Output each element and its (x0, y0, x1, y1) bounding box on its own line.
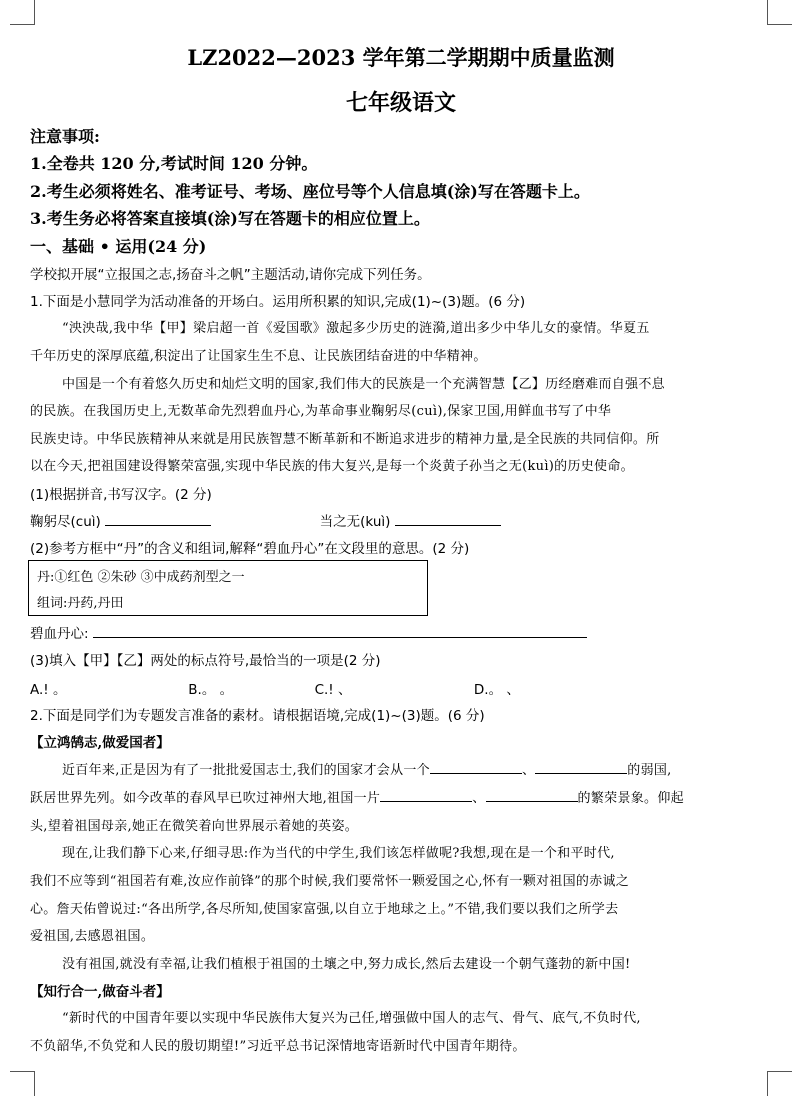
answer-blank[interactable] (380, 787, 472, 802)
question-2-stem: 2.下面是同学们为专题发言准备的素材。请根据语境,完成(1)~(3)题。(6 分) (30, 708, 485, 724)
sub-question-1: (1)根据拼音,书写汉字。(2 分) (30, 487, 212, 503)
answer-blank[interactable] (93, 623, 587, 638)
fill-label-a: 鞠躬尽(cuì) (30, 514, 101, 530)
exam-subtitle: 七年级语文 (345, 90, 456, 116)
material-line: 近百年来,正是因为有了一批批爱国志士,我们的国家才会从一个 、 的弱国, (62, 759, 772, 778)
material-line: 跃居世界先列。如今改革的春风早已吹过神州大地,祖国一片 、 的繁荣景象。仰起 (30, 787, 772, 806)
passage-line: 千年历史的深厚底蕴,积淀出了让国家生生不息、让民族团结奋进的中华精神。 (30, 349, 487, 364)
material-line: 没有祖国,就没有幸福,让我们植根于祖国的土壤之中,努力成长,然后去建设一个朝气蓬勃的新中国! (62, 957, 631, 972)
material-line: 心。詹天佑曾说过:“各出所学,各尽所知,使国家富强,以自立于地球之上。”不错,我们要以我们之所学去 (30, 902, 619, 917)
passage-line: 以在今天,把祖国建设得繁荣富强,实现中华民族的伟大复兴,是每一个炎黄子孙当之无(kuì)的历史使命。 (30, 459, 634, 474)
material-line: 现在,让我们静下心来,仔细寻思:作为当代的中学生,我们该怎样做呢?我想,现在是一个和平时代, (62, 846, 615, 861)
definition-line: 丹:①红色 ②朱砂 ③中成药剂型之一 (37, 570, 245, 585)
material-line: 爱祖国,去感恩祖国。 (30, 929, 155, 944)
notice-item: 1.全卷共 120 分,考试时间 120 分钟。 (30, 154, 318, 173)
crop-mark-bottom-left (10, 1071, 35, 1096)
definition-box (28, 560, 428, 616)
answer-blank[interactable] (486, 787, 578, 802)
answer-blank[interactable] (535, 759, 627, 774)
sub-question-2: (2)参考方框中“丹”的含义和组词,解释“碧血丹心”在文段里的意思。(2 分) (30, 541, 470, 557)
answer-blank[interactable] (105, 511, 211, 526)
fill-label-b: 当之无(kuì) (319, 514, 391, 530)
notice-item: 2.考生必须将姓名、准考证号、考场、座位号等个人信息填(涂)写在答题卡上。 (30, 182, 590, 201)
material-line: 我们不应等到“祖国若有难,汝应作前锋”的那个时候,我们要常怀一颗爱国之心,怀有一颗对祖国的赤诚之 (30, 874, 630, 889)
passage-line: 的民族。在我国历史上,无数革命先烈碧血丹心,为革命事业鞠躬尽(cuì),保家卫国,用鲜血书写了中华 (30, 404, 612, 419)
passage-line: 中国是一个有着悠久历史和灿烂文明的国家,我们伟大的民族是一个充满智慧【乙】历经磨难而自强不息 (62, 377, 665, 392)
material-line: 头,望着祖国母亲,她正在微笑着向世界展示着她的英姿。 (30, 819, 359, 834)
answer-blank[interactable] (430, 759, 522, 774)
exam-title: LZ2022—2023 学年第二学期期中质量监测 (187, 45, 615, 70)
notice-heading: 注意事项: (30, 127, 100, 146)
crop-mark-top-left (10, 0, 35, 25)
block-title: 【知行合一,做奋斗者】 (30, 984, 170, 1000)
section-heading: 一、基础 • 运用(24 分) (30, 237, 207, 256)
option-a[interactable]: A.! 。 (30, 682, 67, 698)
fill-row (30, 510, 772, 530)
option-d[interactable]: D.。 、 (473, 682, 520, 698)
option-c[interactable]: C.! 、 (314, 682, 352, 698)
definition-line: 组词:丹药,丹田 (37, 596, 124, 611)
block-title: 【立鸿鹄志,做爱国者】 (30, 735, 170, 751)
passage-line: 民族史诗。中华民族精神从来就是用民族智慧不断革新和不断追求进步的精神力量,是全民族的共同信仰。所 (30, 432, 660, 447)
material-line: 不负韶华,不负党和人民的殷切期望!”习近平总书记深情地寄语新时代中国青年期待。 (30, 1039, 526, 1054)
answer-blank[interactable] (395, 511, 501, 526)
notice-item: 3.考生务必将答案直接填(涂)写在答题卡的相应位置上。 (30, 209, 430, 228)
crop-mark-top-right (767, 0, 792, 25)
passage-line: “泱泱哉,我中华【甲】梁启超一首《爱国歌》激起多少历史的涟漪,道出多少中华儿女的豪情。华夏五 (62, 321, 650, 336)
option-b[interactable]: B.。 。 (188, 682, 234, 698)
material-line: “新时代的中国青年要以实现中华民族伟大复兴为己任,增强做中国人的志气、骨气、底气,不负时代, (62, 1011, 641, 1026)
crop-mark-bottom-right (767, 1071, 792, 1096)
section-intro: 学校拟开展“立报国之志,扬奋斗之帆”主题活动,请你完成下列任务。 (30, 267, 431, 283)
question-1-stem: 1.下面是小慧同学为活动准备的开场白。运用所积累的知识,完成(1)~(3)题。(6 分) (30, 294, 526, 310)
options-row (30, 678, 772, 698)
sub-question-3: (3)填入【甲】【乙】两处的标点符号,最恰当的一项是(2 分) (30, 653, 381, 669)
answer-label: 碧血丹心: (30, 626, 89, 642)
answer-row (30, 622, 772, 642)
